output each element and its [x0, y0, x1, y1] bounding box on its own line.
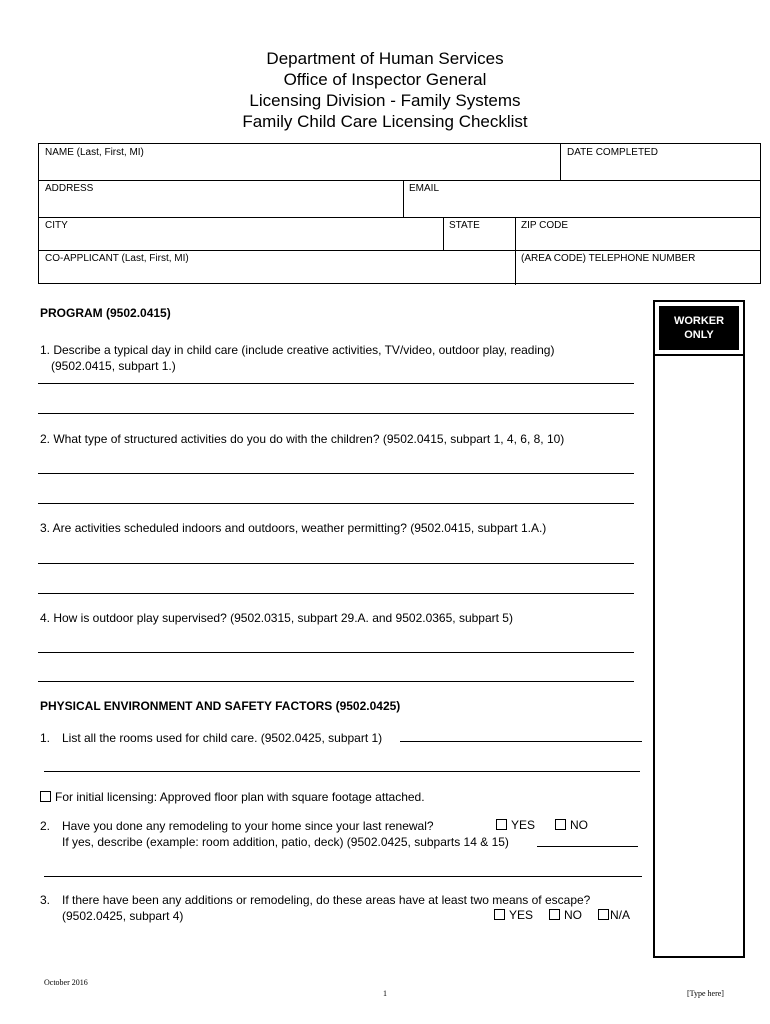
- zip-code-field[interactable]: ZIP CODE: [521, 220, 569, 231]
- escape-no-option[interactable]: [549, 908, 582, 922]
- email-field[interactable]: EMAIL: [409, 183, 440, 194]
- city-field[interactable]: CITY: [45, 220, 68, 231]
- program-section-title: PROGRAM (9502.0415): [40, 306, 171, 320]
- answer-line[interactable]: [400, 741, 642, 742]
- state-field[interactable]: STATE: [449, 220, 480, 231]
- office-title: Office of Inspector General: [283, 70, 487, 89]
- page-number: 1: [383, 989, 387, 998]
- physical-question-2-followup: If yes, describe (example: room addition, patio, deck) (9502.0425, subparts 14 & 15): [62, 835, 509, 849]
- floor-plan-checkbox[interactable]: [40, 791, 51, 802]
- yes-label: YES: [509, 908, 534, 922]
- address-field[interactable]: ADDRESS: [45, 183, 94, 194]
- answer-line[interactable]: [38, 413, 634, 414]
- remodel-yes-option[interactable]: [496, 818, 535, 832]
- no-label: NO: [570, 818, 588, 832]
- physical-question-1-number: 1.: [40, 731, 51, 745]
- table-divider: [39, 217, 760, 218]
- yes-checkbox[interactable]: [496, 819, 507, 830]
- physical-question-3-number: 3.: [40, 893, 51, 907]
- answer-line[interactable]: [38, 652, 634, 653]
- applicant-info-table: [38, 143, 761, 284]
- table-divider: [443, 217, 444, 250]
- footer-date: October 2016: [44, 978, 88, 987]
- physical-question-1: List all the rooms used for child care. (9502.0425, subpart 1): [62, 731, 383, 745]
- table-divider: [515, 217, 516, 285]
- checklist-title: Family Child Care Licensing Checklist: [242, 112, 528, 131]
- telephone-field[interactable]: (AREA CODE) TELEPHONE NUMBER: [521, 253, 696, 264]
- program-question-2: 2. What type of structured activities do you do with the children? (9502.0415, subpart 1, 4, 6, 8, 10): [40, 432, 565, 446]
- physical-question-2: Have you done any remodeling to your home since your last renewal?: [62, 819, 434, 833]
- na-label: N/A: [610, 908, 631, 922]
- worker-only-column: [653, 300, 745, 958]
- program-question-1: 1. Describe a typical day in child care (include creative activities, TV/video, outdoor play, reading): [40, 343, 555, 357]
- table-divider: [39, 180, 760, 181]
- answer-line[interactable]: [44, 876, 642, 877]
- floor-plan-item: [40, 789, 425, 805]
- answer-line[interactable]: [38, 563, 634, 564]
- worker-label-line: ONLY: [684, 329, 714, 341]
- program-question-4: 4. How is outdoor play supervised? (9502.0315, subpart 29.A. and 9502.0365, subpart 5): [40, 611, 513, 625]
- no-checkbox[interactable]: [555, 819, 566, 830]
- date-completed-field[interactable]: DATE COMPLETED: [567, 147, 658, 158]
- yes-label: YES: [511, 818, 536, 832]
- department-title: Department of Human Services: [266, 49, 504, 68]
- worker-divider: [655, 354, 743, 356]
- co-applicant-field[interactable]: CO-APPLICANT (Last, First, MI): [45, 253, 189, 264]
- answer-line[interactable]: [38, 681, 634, 682]
- no-checkbox[interactable]: [549, 909, 560, 920]
- name-field[interactable]: NAME (Last, First, MI): [45, 147, 144, 158]
- na-checkbox[interactable]: [598, 909, 609, 920]
- escape-na-option[interactable]: [598, 908, 630, 922]
- document-header: [0, 48, 770, 132]
- physical-question-3-ref: (9502.0425, subpart 4): [62, 909, 184, 923]
- table-divider: [39, 250, 760, 251]
- answer-line[interactable]: [44, 771, 640, 772]
- no-label: NO: [564, 908, 582, 922]
- division-title: Licensing Division - Family Systems: [249, 91, 521, 110]
- table-divider: [403, 180, 404, 217]
- worker-label-line: WORKER: [673, 315, 725, 327]
- remodel-no-option[interactable]: [555, 818, 588, 832]
- program-question-3: 3. Are activities scheduled indoors and outdoors, weather permitting? (9502.0415, subpart 1.A.): [40, 521, 547, 535]
- physical-question-3: If there have been any additions or remodeling, do these areas have at least two means of escape?: [62, 893, 591, 907]
- physical-question-2-number: 2.: [40, 819, 51, 833]
- worker-only-label: [659, 306, 739, 350]
- answer-line[interactable]: [38, 383, 634, 384]
- answer-line[interactable]: [38, 593, 634, 594]
- table-divider: [560, 144, 561, 181]
- escape-yes-option[interactable]: [494, 908, 533, 922]
- floor-plan-label: For initial licensing: Approved floor plan with square footage attached.: [55, 790, 425, 804]
- yes-checkbox[interactable]: [494, 909, 505, 920]
- answer-line[interactable]: [38, 473, 634, 474]
- answer-line[interactable]: [38, 503, 634, 504]
- footer-placeholder: [Type here]: [687, 989, 724, 998]
- program-question-1-ref: (9502.0415, subpart 1.): [51, 359, 176, 373]
- physical-section-title: PHYSICAL ENVIRONMENT AND SAFETY FACTORS (9502.0425): [40, 699, 401, 713]
- answer-line[interactable]: [537, 846, 638, 847]
